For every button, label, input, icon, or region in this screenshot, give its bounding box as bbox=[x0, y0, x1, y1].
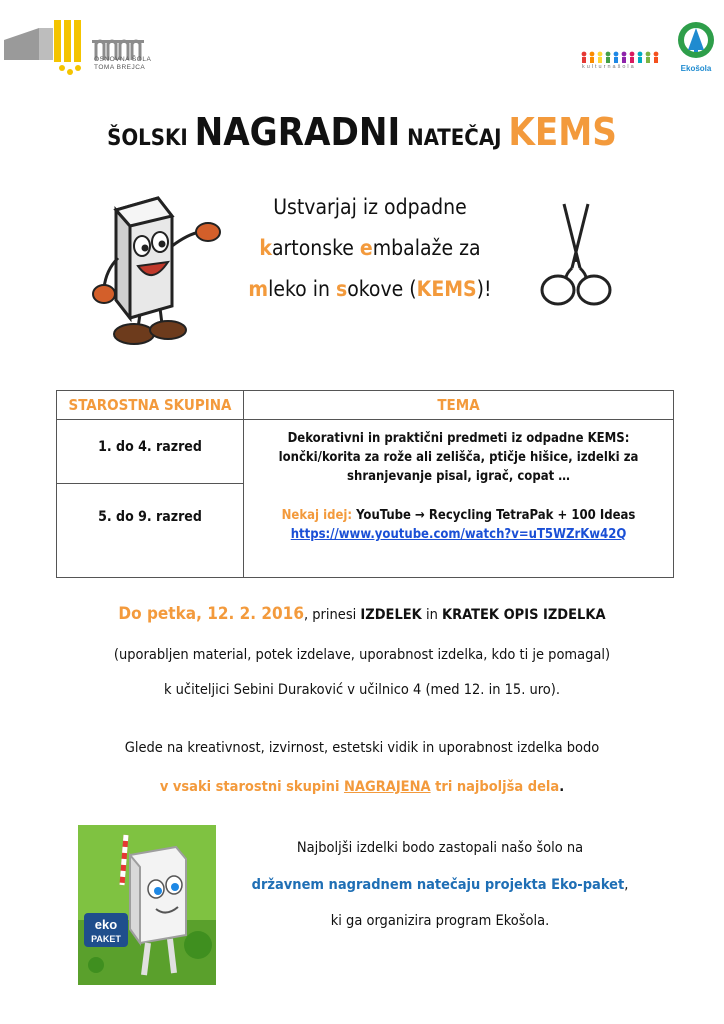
ekosola-label: Ekošola bbox=[680, 64, 712, 73]
table-header-age-group: STAROSTNA SKUPINA bbox=[68, 396, 232, 414]
deadline-line: Do petka, 12. 2. 2016, prinesi IZDELEK in KRATEK OPIS IZDELKA bbox=[118, 604, 606, 624]
competition-line: državnem nagradnem natečaju projekta Eko-paket, bbox=[251, 877, 629, 893]
page-title: ŠOLSKI NAGRADNI NATEČAJ KEMS bbox=[107, 110, 617, 154]
award-line: v vsaki starostni skupini NAGRAJENA tri najboljša dela. bbox=[159, 779, 565, 795]
teacher-line: k učiteljici Sebini Duraković v učilnico 4 (med 12. in 15. uro). bbox=[163, 682, 561, 698]
age-group-2: 5. do 9. razred bbox=[98, 509, 202, 525]
organizer-line: ki ga organizira program Ekošola. bbox=[330, 913, 550, 929]
milk-carton-mascot bbox=[88, 188, 228, 353]
theme-cell: Dekorativni in praktični predmeti iz odpadne KEMS: lončki/korita za rože ali zelišča, ptičje hišice, izdelki za shranjevanje pisal, igrač, copat … Nekaj idej: YouTube → Recycling TetraPak + 100 Ideas https://www.youtube.com/watch?v=uT5WZrKw42Q bbox=[244, 429, 673, 544]
best-works-line: Najboljši izdelki bodo zastopali našo šolo na bbox=[296, 840, 584, 856]
table-header-theme: TEMA bbox=[437, 396, 480, 414]
intro-text: Ustvarjaj iz odpadne kartonske embalaže za mleko in sokove (KEMS)! bbox=[248, 195, 492, 301]
youtube-link[interactable]: https://www.youtube.com/watch?v=uT5WZrKw42Q bbox=[290, 527, 627, 542]
ideas-line: Nekaj idej: YouTube → Recycling TetraPak + 100 Ideas bbox=[281, 508, 636, 523]
age-group-1: 1. do 4. razred bbox=[98, 439, 202, 455]
info-line: (uporabljen material, potek izdelave, uporabnost izdelka, kdo ti je pomagal) bbox=[113, 647, 611, 663]
eko-paket-image bbox=[78, 825, 216, 985]
eko-paket-logo-line2: PAKET bbox=[91, 934, 121, 944]
school-name: OSNOVNA ŠOLA TOMA BREJCA bbox=[94, 56, 152, 71]
kulturna-sola-logo bbox=[578, 48, 666, 74]
scissors-icon bbox=[536, 200, 616, 312]
criteria-line: Glede na kreativnost, izvirnost, estetski vidik in uporabnost izdelka bodo bbox=[124, 740, 600, 756]
eko-paket-logo-line1: eko bbox=[94, 917, 118, 932]
competition-table bbox=[56, 390, 674, 578]
ekosola-logo bbox=[675, 20, 717, 64]
kulturna-sola-label: kulturnašola bbox=[582, 64, 636, 70]
